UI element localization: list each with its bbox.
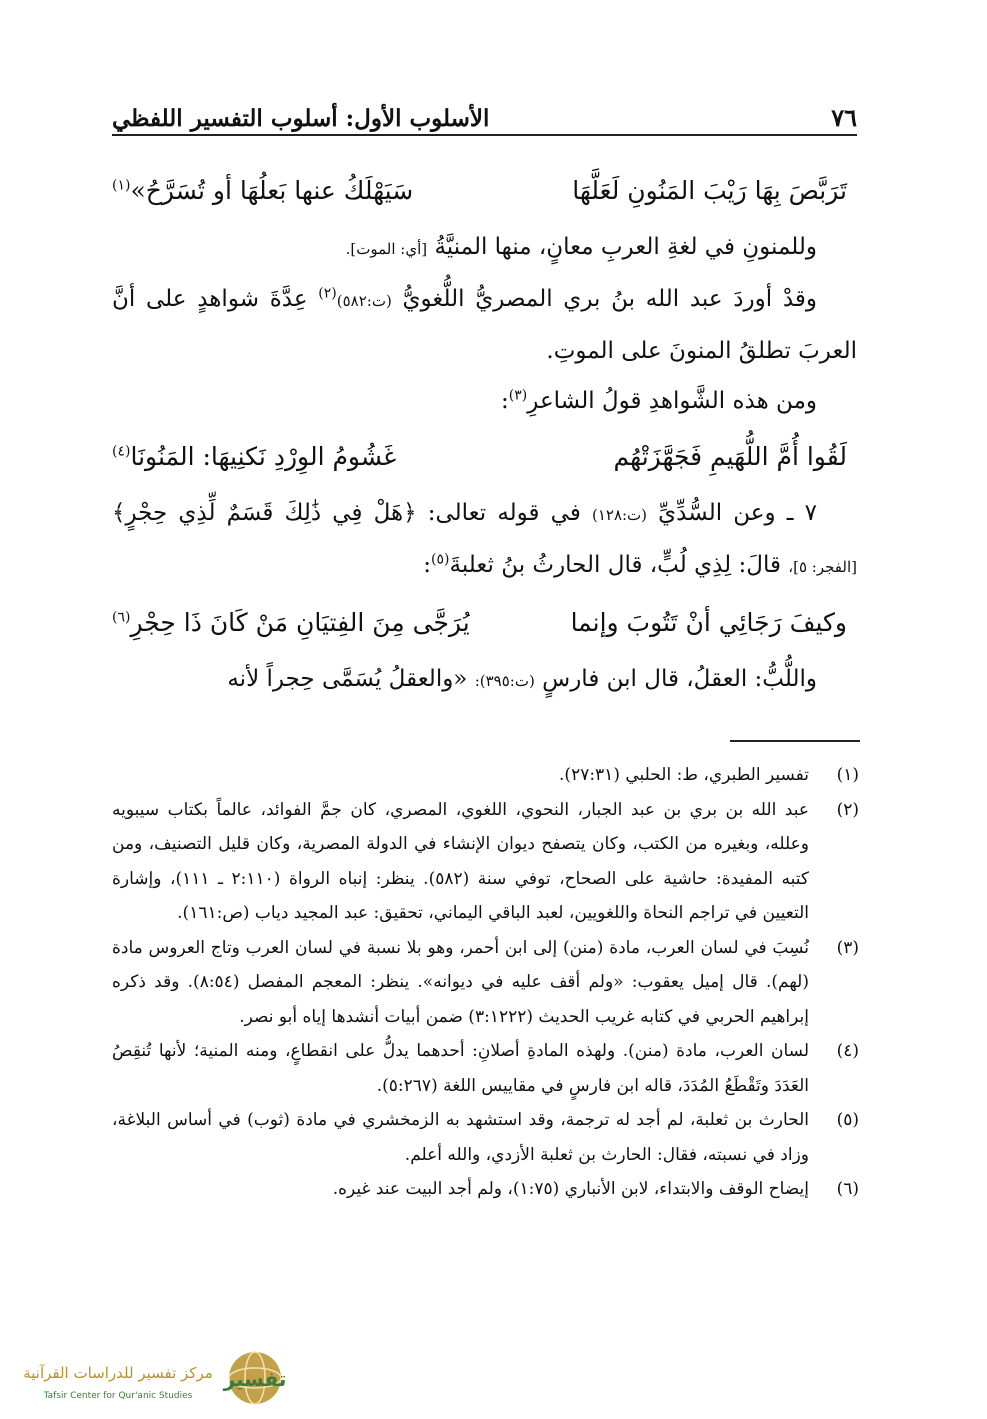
footnote-ref-6[interactable]: (٦) [112, 609, 131, 626]
paragraph-shawahid: ومن هذه الشَّواهدِ قولُ الشاعرِ$^{(٣)}$: [501, 387, 817, 414]
verse-1-first-hemistich: تَرَبَّصَ بِهَا رَيْبَ المَنُونِ لَعَلَّهَا [572, 176, 847, 205]
footnote-6 [112, 1172, 859, 1207]
logo-arabic-name: مركز تفسير للدراسات القرآنية [23, 1364, 213, 1382]
footnote-number: (٢) [836, 799, 859, 820]
main-text [112, 160, 857, 706]
footnote-ref-5[interactable]: (٥) [431, 551, 450, 568]
footnote-number: (٥) [836, 1110, 859, 1130]
poetry-verse-2 [112, 426, 857, 488]
page-number: ٧٦ [831, 103, 857, 132]
logo-english-name: Tafsir Center for Qur'anic Studies [43, 1391, 193, 1401]
verse-3-second-hemistich: يُرَجَّى مِنَ الفِتيَانِ مَنْ كَانَ ذَا حِجْرِ$^{(٦)}$ [112, 608, 470, 637]
paragraph-ibn-barri: وقدْ أوردَ عبد الله بنُ بري المصريُّ اللُّغويُّ (ت:٥٨٢)$^{(٢)}$ عِدَّةَ شواهدٍ على أنَّ العربَ تطلقُ المنونَ على الموتِ. [112, 285, 857, 364]
footnote-text: لسان العرب، مادة (منن). ولهذه المادةِ أصلانِ: أحدهما يدلُّ على انقطاعٍ، ومنه المنية؛ لأنها تُنقِصُ العَدَدَ وتَقْطَعُ المُدَدَ، قاله ابن فارسٍ في مقاييس اللغة (٥:٢٦٧). [112, 1041, 809, 1096]
running-title: الأسلوب الأول: أسلوب التفسير اللفظي [112, 105, 490, 132]
logo-main-word: تفسير [223, 1367, 287, 1391]
tafsir-center-logo [10, 1348, 290, 1410]
poetry-verse-1 [112, 160, 857, 222]
footnote-text: نُسِبَ في لسان العرب، مادة (منن) إلى ابن أحمر، وهو بلا نسبة في لسان العرب وتاج العروس مادة (لهم). قال إميل يعقوب: «ولم أقف عليه في ديوانه». ينظر: المعجم المفصل (٨:٥٤). وقد ذكره إبراهيم الحربي في كتابه غريب الحديث (٣:١٢٢٢) ضمن أبيات أنشدها إياه أبو نصر. [112, 937, 809, 1027]
verse-1-second-hemistich: سَيَهْلَكُ عنها بَعلُهَا أو تُسَرَّحُ»$^{(١)}$ [112, 176, 414, 205]
verse-3-first-hemistich: وكيفَ رَجَائِي أنْ تَتُوبَ وإنما [570, 608, 847, 637]
footnote-3 [112, 931, 859, 1035]
footnote-text: الحارث بن ثعلبة، لم أجد له ترجمة، وقد استشهد به الزمخشري في مادة (ثوب) في أساس البلاغة، وزاد في نسبته، فقال: الحارث بن ثعلبة الأزدي، والله أعلم. [112, 1110, 809, 1165]
footnote-number: (٦) [836, 1179, 859, 1199]
header-rule [112, 134, 857, 136]
footnote-4 [112, 1034, 859, 1103]
footnote-5 [112, 1103, 859, 1172]
paragraph-suddi: ٧ ـ وعن السُّدِّيِّ (ت:١٢٨) في قوله تعالى: ﴿هَلْ فِي ذَٰلِكَ قَسَمٌ لِّذِي حِجْرٍ﴾ [الفجر: ٥]، قالَ: لِذِي لُبٍّ، قال الحارثُ بنُ ثعلبةَ$^{(٥)}$: [112, 500, 857, 578]
footnote-1 [112, 758, 859, 793]
footnote-ref-4[interactable]: (٤) [112, 443, 131, 460]
footnote-text: إيضاح الوقف والابتداء، لابن الأنباري (١:٧٥)، ولم أجد البيت عند غيره. [332, 1179, 809, 1199]
footnote-number: (٤) [836, 1041, 859, 1061]
verse-2-first-hemistich: لَقُوا أُمَّ اللُّهَيمِ فَجَهَّزَتْهُم [613, 442, 847, 471]
page-header [112, 92, 857, 136]
footnotes [112, 758, 859, 1207]
footnote-2 [112, 793, 859, 931]
footnote-separator [730, 740, 860, 742]
footnote-text: تفسير الطبري، ط: الحلبي (٢٧:٣١). [559, 765, 809, 785]
poetry-verse-3 [112, 592, 857, 654]
logo-graphic [10, 1348, 290, 1410]
verse-2-second-hemistich: غَشُومُ الوِرْدِ نَكنِيهَا: المَنُونَا$^{(٤)}$ [112, 442, 397, 471]
footnote-ref-2[interactable]: (٢) [318, 285, 337, 302]
paragraph-lubb: واللُّبُّ: العقلُ، قال ابن فارسٍ (ت:٣٩٥): «والعقلُ يُسَمَّى حِجراً لأنه [227, 666, 817, 692]
footnote-number: (١) [836, 765, 859, 785]
footnote-text: عبد الله بن بري بن عبد الجبار، النحوي، اللغوي، المصري، كان جمَّ الفوائد، عالماً بكتاب سيبويه وعلله، وبغيره من الكتب، وكان يتصفح ديوان الإنشاء في الدولة المصرية، وكان قليل التصنيف، ومن كتبه المفيدة: حاشية على الصحاح، توفي سنة (٥٨٢). ينظر: إنباه الرواة (٢:١١٠ ـ ١١١)، وإشارة التعيين في تراجم النحاة واللغويين، لعبد الباقي اليماني، تحقيق: عبد المجيد دياب (ص:١٦١). [112, 799, 809, 923]
footnote-ref-3[interactable]: (٣) [508, 387, 528, 404]
paragraph-meanings: وللمنونِ في لغةِ العربِ معانٍ، منها المنيَّةُ [أي: الموت]. [345, 234, 817, 260]
footnote-number: (٣) [836, 937, 859, 958]
footnote-ref-1[interactable]: (١) [112, 177, 131, 194]
